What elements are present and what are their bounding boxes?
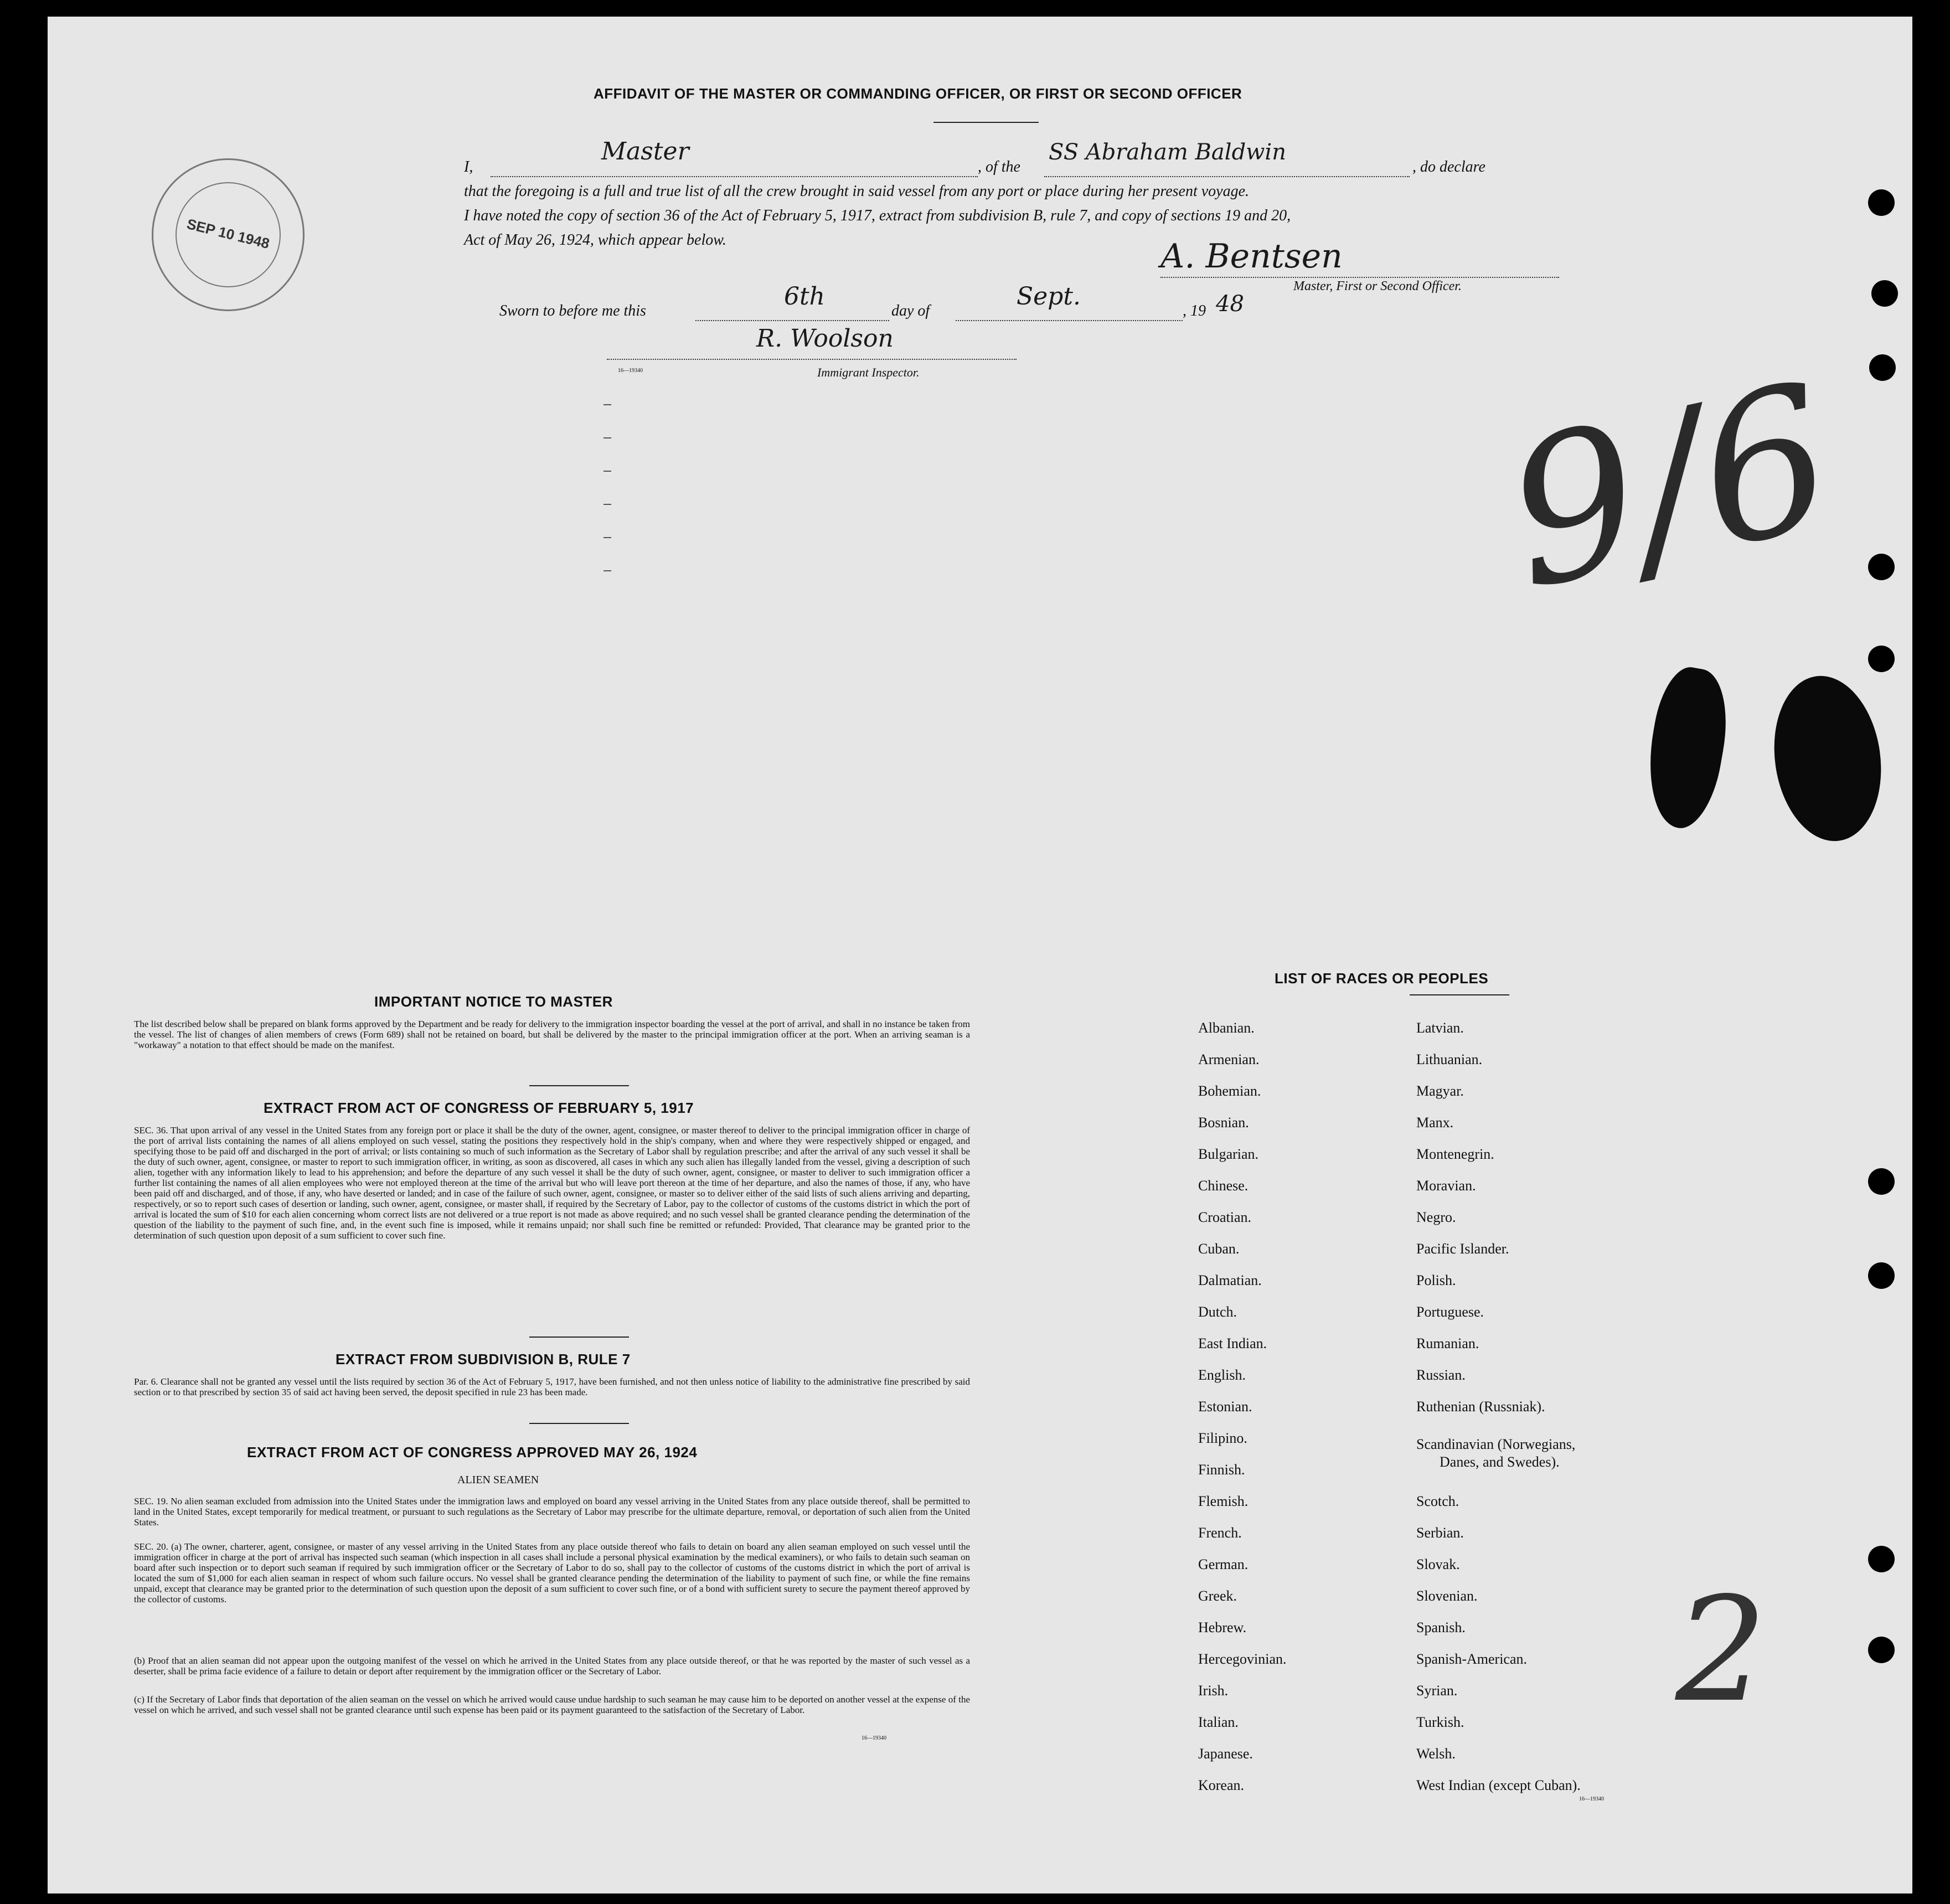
race-item: Slovak. bbox=[1416, 1556, 1460, 1572]
notice-title: IMPORTANT NOTICE TO MASTER bbox=[374, 993, 613, 1010]
margin-tick bbox=[603, 471, 611, 472]
form-number-left: 16—19340 bbox=[861, 1735, 886, 1741]
race-item: Serbian. bbox=[1416, 1525, 1464, 1541]
affidavit-i: I, bbox=[464, 158, 473, 176]
inspector-signature: R. Woolson bbox=[756, 324, 894, 353]
race-item: Armenian. bbox=[1198, 1051, 1260, 1067]
binder-hole bbox=[1871, 280, 1898, 307]
race-item: Magyar. bbox=[1416, 1083, 1464, 1099]
extract-1917-title: EXTRACT FROM ACT OF CONGRESS OF FEBRUARY 5, 1917 bbox=[264, 1100, 694, 1116]
race-item: Slovenian. bbox=[1416, 1588, 1478, 1604]
handwritten-day: 6th bbox=[784, 282, 826, 311]
race-item: Flemish. bbox=[1198, 1493, 1249, 1509]
race-item: French. bbox=[1198, 1525, 1242, 1541]
race-item: Scotch. bbox=[1416, 1493, 1459, 1509]
extract-1924-sec20a: SEC. 20. (a) The owner, charterer, agent, consignee, or master of any vessel arriving in the United States from any place outside thereof who fails to detain on board any alien seaman employed on such vessel until the immigration officer in charge at the port of arrival has inspected such seaman (which inspection in all cases shall include a personal physical examination by the medical examiners), or who fails to detain such seaman on board after such inspection or to deport such seaman if required by such immigration officer or the Secretary of Labor to do so, shall pay to the collector of customs of the customs district in which the port of arrival is located the sum of $1,000 for each alien seaman in respect of whom such failure occurs. No vessel shall be granted clearance pending the determination of the liability to payment of such fine, or while the fine remains unpaid, except that clearance may be granted prior to the determination of such question upon the deposit of a sum sufficient to cover such fine, or of a bond with sufficient surety to secure the payment thereof approved by the collector of customs. bbox=[134, 1541, 970, 1604]
race-item: Albanian. bbox=[1198, 1020, 1255, 1036]
race-item: Estonian. bbox=[1198, 1399, 1252, 1415]
race-item: Dutch. bbox=[1198, 1304, 1237, 1320]
race-item: Negro. bbox=[1416, 1209, 1456, 1225]
extract-1924-subtitle: ALIEN SEAMEN bbox=[457, 1474, 539, 1486]
title-divider bbox=[933, 122, 1039, 123]
notice-body: The list described below shall be prepared on blank forms approved by the Department and be ready for delivery to the immigration inspector boarding the vessel at the port of arrival, and shall in no instance be taken from the vessel. The list of changes of alien members of crews (Form 689) shall not be retained on board, but shall be delivered by the master to the principal immigration officer at the port. When an arriving seaman is a "workaway" a notation to that effect should be made on the manifest. bbox=[134, 1019, 970, 1050]
affidavit-of-the: , of the bbox=[978, 158, 1020, 176]
sworn-day-of: day of bbox=[891, 302, 930, 319]
extract-1924-sec19: SEC. 19. No alien seaman excluded from admission into the United States under the immigration laws and employed on board any vessel arriving in the United States from any place outside thereof, shall be permitted to land in the United States, except temporarily for medical treatment, or pursuant to such regulations as the Secretary of Labor may prescribe for the ultimate departure, removal, or deportation of such alien from the United States. bbox=[134, 1496, 970, 1528]
vessel-blank bbox=[1044, 176, 1410, 177]
extract-1924-sec20c: (c) If the Secretary of Labor finds that deportation of the alien seaman on the vessel on which he arrived would cause undue hardship to such seaman he may cause him to be deported on another vessel at the expense of the vessel on which he arrived, and such vessel shall not be granted clearance until such expense has been paid or its payment guaranteed to the satisfaction of the Secretary of Labor. bbox=[134, 1694, 970, 1715]
handwritten-margin-date: 9/6 bbox=[1488, 340, 1851, 634]
race-item-continued: Danes, and Swedes). bbox=[1440, 1454, 1560, 1470]
affidavit-line2: that the foregoing is a full and true list of all the crew brought in said vessel from any port or place during her present voyage. bbox=[464, 183, 1250, 200]
wax-seal-left bbox=[1638, 663, 1736, 833]
race-item: Manx. bbox=[1416, 1114, 1454, 1131]
binder-hole bbox=[1868, 554, 1895, 580]
officer-caption: Master, First or Second Officer. bbox=[1293, 279, 1462, 293]
form-number-right: 16—19340 bbox=[1579, 1796, 1604, 1802]
races-title: LIST OF RACES OR PEOPLES bbox=[1275, 970, 1489, 987]
binder-hole bbox=[1868, 1637, 1895, 1663]
race-item: East Indian. bbox=[1198, 1335, 1267, 1351]
sworn-year-prefix: , 19 bbox=[1183, 302, 1206, 319]
form-page bbox=[48, 17, 1912, 1893]
race-item: Greek. bbox=[1198, 1588, 1237, 1604]
race-item: Syrian. bbox=[1416, 1683, 1458, 1699]
race-item: Welsh. bbox=[1416, 1746, 1456, 1762]
race-item: Russian. bbox=[1416, 1367, 1466, 1383]
margin-tick bbox=[603, 570, 611, 571]
race-item: German. bbox=[1198, 1556, 1249, 1572]
name-blank bbox=[491, 176, 978, 177]
race-item: Rumanian. bbox=[1416, 1335, 1479, 1351]
handwritten-master: Master bbox=[601, 137, 689, 166]
race-item: Scandinavian (Norwegians, bbox=[1416, 1436, 1576, 1452]
margin-tick bbox=[603, 437, 611, 438]
race-item: Hebrew. bbox=[1198, 1619, 1247, 1635]
race-item: Italian. bbox=[1198, 1714, 1239, 1730]
race-item: Pacific Islander. bbox=[1416, 1241, 1509, 1257]
binder-hole bbox=[1868, 189, 1895, 216]
race-item: Hercegovinian. bbox=[1198, 1651, 1287, 1667]
race-item: English. bbox=[1198, 1367, 1246, 1383]
races-divider bbox=[1410, 994, 1509, 995]
race-item: Dalmatian. bbox=[1198, 1272, 1262, 1288]
race-item: Japanese. bbox=[1198, 1746, 1253, 1762]
margin-tick bbox=[603, 404, 611, 405]
affidavit-title: AFFIDAVIT OF THE MASTER OR COMMANDING OFFICER, OR FIRST OR SECOND OFFICER bbox=[594, 85, 1242, 102]
race-item: Montenegrin. bbox=[1416, 1146, 1494, 1162]
notice-divider bbox=[529, 1085, 629, 1086]
wax-seal-right bbox=[1764, 669, 1891, 848]
race-item: Latvian. bbox=[1416, 1020, 1464, 1036]
form-number-top: 16—19340 bbox=[618, 368, 643, 374]
race-item: Moravian. bbox=[1416, 1178, 1476, 1194]
race-item: Irish. bbox=[1198, 1683, 1229, 1699]
race-item: Bulgarian. bbox=[1198, 1146, 1259, 1162]
affidavit-do-declare: , do declare bbox=[1412, 158, 1485, 176]
affidavit-line3: I have noted the copy of section 36 of the Act of February 5, 1917, extract from subdivision B, rule 7, and copy of sections 19 and 20, bbox=[464, 207, 1291, 224]
handwritten-month: Sept. bbox=[1017, 282, 1081, 311]
binder-hole bbox=[1868, 1546, 1895, 1572]
race-item: Chinese. bbox=[1198, 1178, 1249, 1194]
binder-hole bbox=[1868, 1262, 1895, 1289]
race-item: Finnish. bbox=[1198, 1462, 1245, 1478]
race-item: Ruthenian (Russniak). bbox=[1416, 1399, 1545, 1415]
extract-1917-body: SEC. 36. That upon arrival of any vessel in the United States from any foreign port or place it shall be the duty of the owner, agent, consignee, or master thereof to deliver to the principal immigration officer in charge of the port of arrival lists containing the names of all aliens employed on such vessel, stating the positions they respectively hold in the ship's company, when and where they were respectively shipped or engaged, and specifying those to be paid off and discharged in the port of arrival; or lists containing so much of such information as the Secretary of Labor shall by regulation prescribe; and after the arrival of any such vessel it shall be the duty of such owner, agent, consignee, or master to report to such immigration officer, in writing, as soon as discovered, all cases in which any such alien has illegally landed from the vessel, giving a description of such alien, together with any information likely to lead to his apprehension; and before the departure of any such vessel it shall be the duty of such owner, agent, consignee, or master to deliver to such immigration officer a further list containing the names of all alien employees who were not employed thereon at the time of the arrival but who will leave port thereon at the time of her departure, and also the names of those, if any, who have been paid off and discharged, and of those, if any, who have deserted or landed; and in case of the failure of such owner, agent, consignee, or master so to deliver either of the said lists of such aliens arriving and departing, respectively, or so to report such cases of desertion or landing, such owner, agent, consignee, or master shall, if required by the Secretary of Labor, pay to the collector of customs of the customs district in which the port of arrival is located the sum of $10 for each alien concerning whom correct lists are not delivered or a true report is not made as above required; and no such vessel shall be granted clearance pending the determination of the question of the liability to the payment of such fine, and, in the event such fine is imposed, while it remains unpaid; nor shall such fine be remitted or refunded: Provided, That clearance may be granted prior to the determination of such question upon deposit of a sum sufficient to cover such fine. bbox=[134, 1125, 970, 1241]
extract-1924-sec20b: (b) Proof that an alien seaman did not appear upon the outgoing manifest of the vessel on which he arrived in the United States from any place outside thereof, or that he was reported by the master of such vessel as a deserter, shall be prima facie evidence of a failure to detain or deport after requirement by the immigration officer or the Secretary of Labor. bbox=[134, 1655, 970, 1676]
handwritten-vessel: SS Abraham Baldwin bbox=[1049, 140, 1286, 165]
officer-signature: A. Bentsen bbox=[1160, 237, 1343, 276]
extract-1917-divider bbox=[529, 1337, 629, 1338]
margin-tick bbox=[603, 504, 611, 505]
margin-tick bbox=[603, 537, 611, 538]
extract-1924-title: EXTRACT FROM ACT OF CONGRESS APPROVED MAY 26, 1924 bbox=[247, 1444, 698, 1461]
handwritten-year: 48 bbox=[1216, 291, 1244, 317]
binder-hole bbox=[1869, 354, 1896, 381]
race-item: Cuban. bbox=[1198, 1241, 1240, 1257]
race-item: Portuguese. bbox=[1416, 1304, 1484, 1320]
officer-signature-blank bbox=[1160, 277, 1559, 278]
port-date-stamp bbox=[152, 158, 305, 311]
inspector-caption: Immigrant Inspector. bbox=[817, 365, 920, 379]
race-item: Bohemian. bbox=[1198, 1083, 1261, 1099]
month-blank bbox=[956, 320, 1183, 321]
handwritten-page-number: 2 bbox=[1675, 1567, 1767, 1734]
sworn-prefix: Sworn to before me this bbox=[499, 302, 646, 319]
rule7-title: EXTRACT FROM SUBDIVISION B, RULE 7 bbox=[336, 1351, 631, 1368]
race-item: Spanish. bbox=[1416, 1619, 1466, 1635]
race-item: Bosnian. bbox=[1198, 1114, 1249, 1131]
race-item: Spanish-American. bbox=[1416, 1651, 1528, 1667]
race-item: Korean. bbox=[1198, 1777, 1245, 1793]
race-item: Filipino. bbox=[1198, 1430, 1247, 1446]
rule7-body: Par. 6. Clearance shall not be granted any vessel until the lists required by section 36 of the Act of February 5, 1917, have been furnished, and not then unless notice of liability to the administrative fine prescribed by said section or to that prescribed by section 35 of said act having been served, the deposit specified in rule 23 has been made. bbox=[134, 1376, 970, 1397]
stamp-date: SEP 10 1948 bbox=[185, 215, 271, 252]
race-item: Lithuanian. bbox=[1416, 1051, 1483, 1067]
race-item: West Indian (except Cuban). bbox=[1416, 1777, 1581, 1793]
race-item: Croatian. bbox=[1198, 1209, 1252, 1225]
binder-hole bbox=[1868, 1168, 1895, 1195]
inspector-blank bbox=[607, 359, 1017, 360]
day-blank bbox=[695, 320, 889, 321]
rule7-divider bbox=[529, 1423, 629, 1424]
race-item: Polish. bbox=[1416, 1272, 1456, 1288]
affidavit-line4: Act of May 26, 1924, which appear below. bbox=[464, 231, 726, 249]
binder-hole bbox=[1868, 646, 1895, 672]
race-item: Turkish. bbox=[1416, 1714, 1464, 1730]
